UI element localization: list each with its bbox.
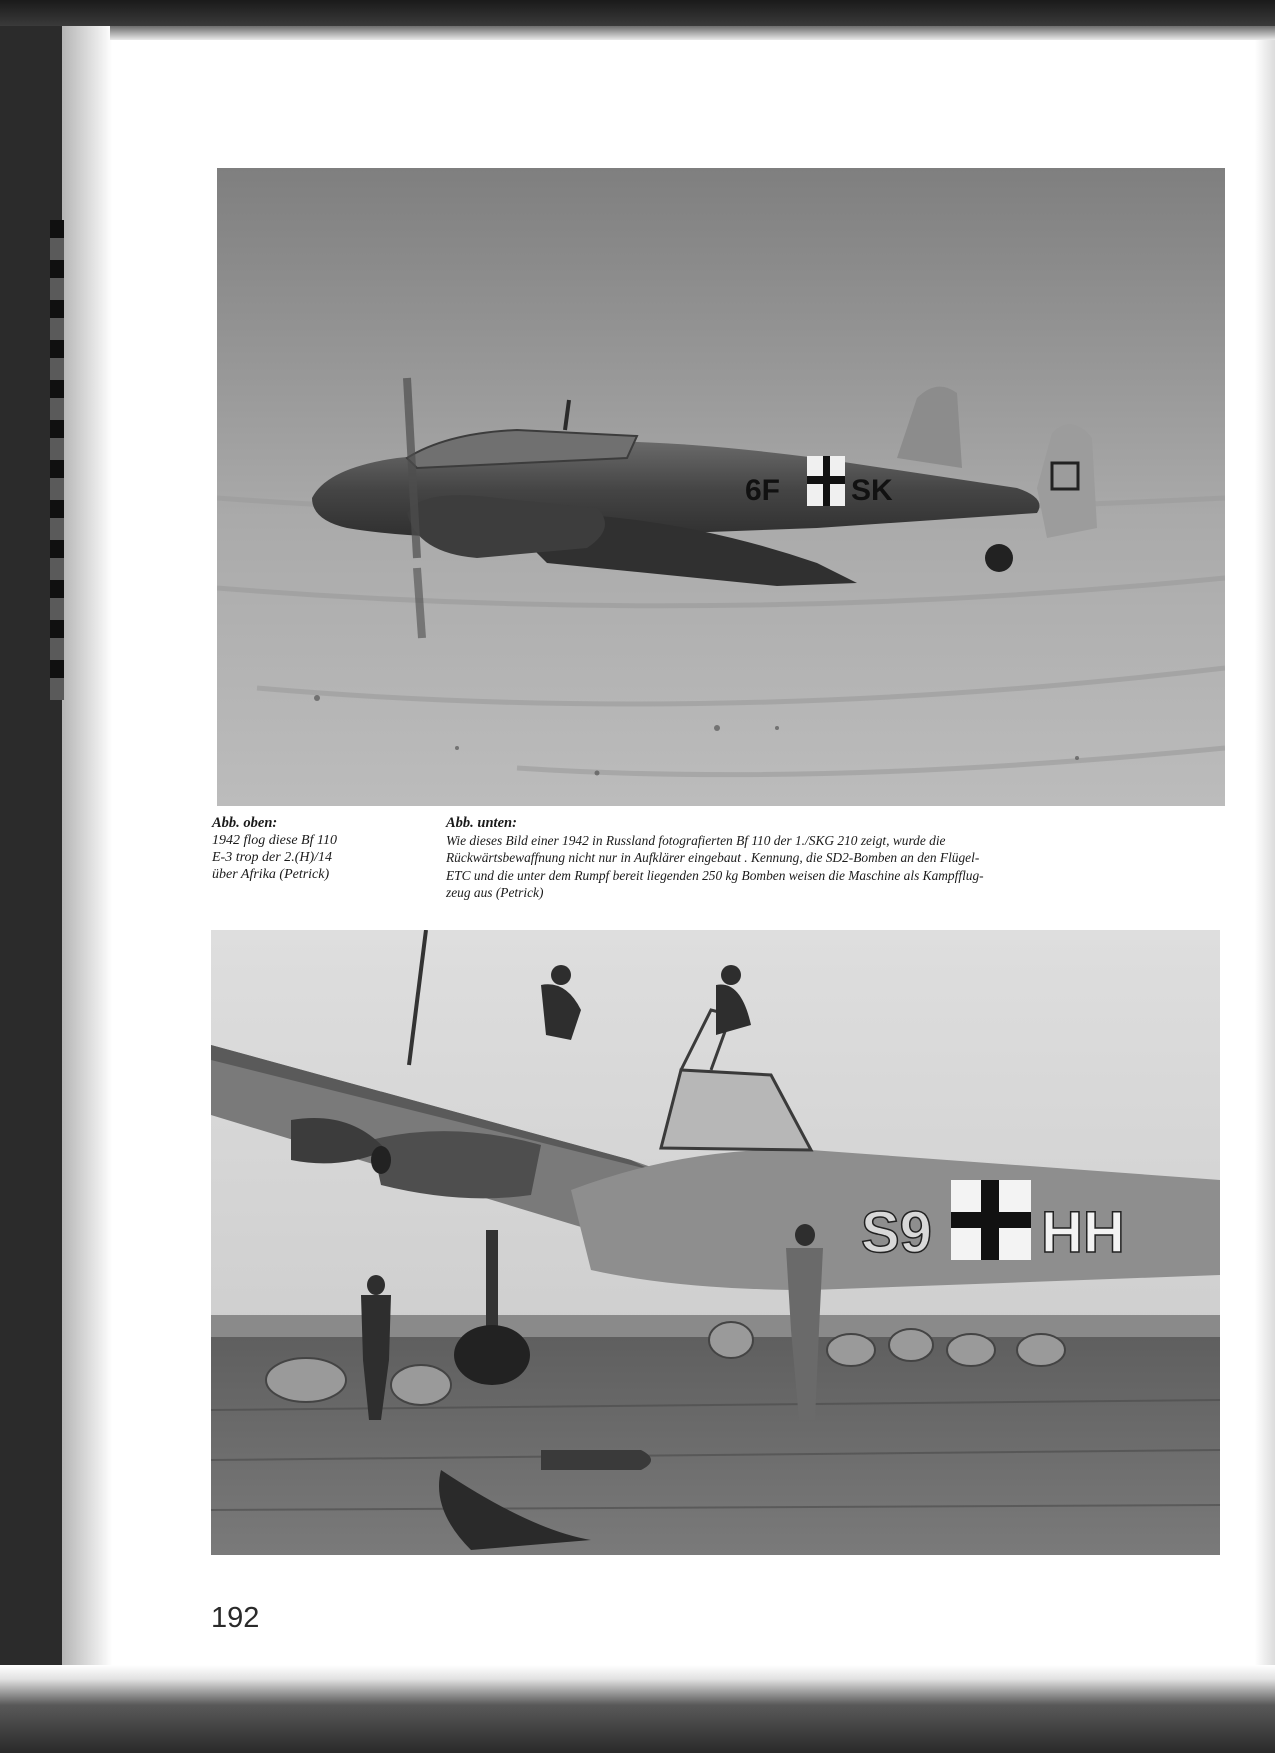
caption-top-line: E-3 trop der 2.(H)/14 [212,850,333,865]
scan-edge-pattern [50,220,64,700]
fuselage-code-left: 6F [745,474,781,507]
caption-top-photo [212,815,392,883]
fuselage-code-right: SK [851,474,893,507]
scan-bottom-dark-edge [0,1665,1275,1753]
caption-top-heading: Abb. oben: [212,815,278,831]
caption-bottom-photo [446,815,1186,901]
photo-aircraft-in-flight [217,168,1225,806]
caption-bottom-line: Rückwärtsbewaffnung nicht nur in Aufklärer eingebaut . Kennung, die SD2-Bomben an den Flügel- [446,850,980,866]
caption-bottom-line: ETC und die unter dem Rumpf bereit liegenden 250 kg Bomben weisen die Maschine als Kampfflug- [446,867,984,883]
page-number: 192 [211,1602,260,1634]
scan-top-shadow [110,26,1275,40]
photo-aircraft-on-ground [211,930,1220,1555]
caption-top-line: über Afrika (Petrick) [212,867,330,882]
fuselage-code-left: S9 [861,1200,932,1265]
fuselage-code-right: HH [1041,1200,1125,1265]
caption-bottom-line: Wie dieses Bild einer 1942 in Russland fotografierten Bf 110 der 1./SKG 210 zeigt, wurde die [446,833,946,849]
photo-bottom-graphic [211,930,1220,1555]
balkenkreuz-insignia [951,1180,1031,1260]
balkenkreuz-insignia [807,456,845,506]
caption-bottom-heading: Abb. unten: [446,815,517,831]
scan-top-dark-edge [0,0,1275,26]
caption-top-line: 1942 flog diese Bf 110 [212,833,337,848]
scan-page-gutter [62,26,112,1726]
caption-bottom-line: zeug aus (Petrick) [446,884,544,900]
scan-right-edge [1255,40,1275,1680]
photo-top-graphic [217,168,1225,806]
